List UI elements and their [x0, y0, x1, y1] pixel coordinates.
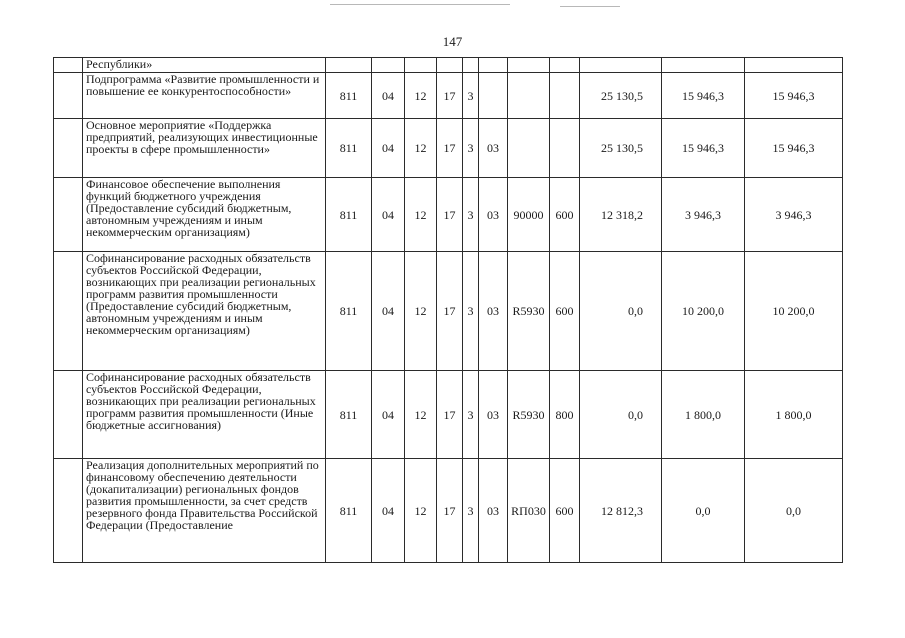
- index-cell: [54, 119, 83, 178]
- amount-cell-1: 25 130,5: [580, 73, 662, 119]
- direction-code-cell: RП030: [508, 459, 550, 563]
- ministry-code-cell: [326, 58, 372, 73]
- subsection-code-cell: 12: [405, 73, 437, 119]
- measure-code-cell: [479, 58, 508, 73]
- amount-cell-2: 3 946,3: [662, 178, 745, 252]
- section-code-cell: 04: [372, 119, 405, 178]
- program-code-cell: 17: [437, 252, 463, 371]
- amount-cell-1: [580, 58, 662, 73]
- budget-table: [53, 57, 843, 563]
- table-row: [54, 73, 843, 119]
- table-row: [54, 178, 843, 252]
- subprogram-code-cell: 3: [463, 73, 479, 119]
- amount-cell-2: 10 200,0: [662, 252, 745, 371]
- ministry-code-cell: 811: [326, 459, 372, 563]
- expense-type-cell: [550, 58, 580, 73]
- amount-cell-3: 15 946,3: [745, 119, 843, 178]
- program-code-cell: 17: [437, 459, 463, 563]
- measure-code-cell: 03: [479, 252, 508, 371]
- subprogram-code-cell: 3: [463, 459, 479, 563]
- expense-type-cell: 800: [550, 371, 580, 459]
- row-name-cell: Реализация дополнительных мероприятий по финансовому обеспечению деятельности (докапитализации) региональных фондов развития промышленности, за счет средств резервного фонда Правительства Российской Федерации (Предоставление: [83, 459, 326, 563]
- direction-code-cell: 90000: [508, 178, 550, 252]
- table-row: [54, 252, 843, 371]
- ministry-code-cell: 811: [326, 73, 372, 119]
- section-code-cell: 04: [372, 73, 405, 119]
- subsection-code-cell: 12: [405, 252, 437, 371]
- amount-cell-1: 12 318,2: [580, 178, 662, 252]
- expense-type-cell: 600: [550, 252, 580, 371]
- row-name-cell: Финансовое обеспечение выполнения функций бюджетного учреждения (Предоставление субсидий бюджетным, автономным учреждениям и иным некоммерческим организациям): [83, 178, 326, 252]
- direction-code-cell: R5930: [508, 371, 550, 459]
- direction-code-cell: [508, 119, 550, 178]
- program-code-cell: 17: [437, 371, 463, 459]
- section-code-cell: 04: [372, 459, 405, 563]
- row-name-cell: Подпрограмма «Развитие промышленности и повышение ее конкурентоспособности»: [83, 73, 326, 119]
- section-code-cell: [372, 58, 405, 73]
- amount-cell-3: 1 800,0: [745, 371, 843, 459]
- measure-code-cell: [479, 73, 508, 119]
- direction-code-cell: [508, 58, 550, 73]
- amount-cell-3: [745, 58, 843, 73]
- subprogram-code-cell: [463, 58, 479, 73]
- index-cell: [54, 178, 83, 252]
- program-code-cell: 17: [437, 178, 463, 252]
- subsection-code-cell: 12: [405, 371, 437, 459]
- measure-code-cell: 03: [479, 459, 508, 563]
- measure-code-cell: 03: [479, 119, 508, 178]
- amount-cell-2: 15 946,3: [662, 119, 745, 178]
- ministry-code-cell: 811: [326, 119, 372, 178]
- expense-type-cell: [550, 119, 580, 178]
- expense-type-cell: 600: [550, 459, 580, 563]
- amount-cell-1: 0,0: [580, 371, 662, 459]
- subprogram-code-cell: 3: [463, 178, 479, 252]
- direction-code-cell: [508, 73, 550, 119]
- program-code-cell: 17: [437, 119, 463, 178]
- ministry-code-cell: 811: [326, 178, 372, 252]
- row-name-cell: Республики»: [83, 58, 326, 73]
- row-name-cell: Софинансирование расходных обязательств субъектов Российской Федерации, возникающих при реализации региональных программ развития промышленности (Предоставление субсидий бюджетным, автономным учреждениям и иным некоммерческим организациям): [83, 252, 326, 371]
- measure-code-cell: 03: [479, 371, 508, 459]
- amount-cell-3: 3 946,3: [745, 178, 843, 252]
- expense-type-cell: [550, 73, 580, 119]
- row-name-cell: Софинансирование расходных обязательств субъектов Российской Федерации, возникающих при реализации региональных программ развития промышленности (Иные бюджетные ассигнования): [83, 371, 326, 459]
- index-cell: [54, 252, 83, 371]
- table-row: [54, 371, 843, 459]
- program-code-cell: 17: [437, 73, 463, 119]
- table-row: [54, 459, 843, 563]
- table-row: [54, 58, 843, 73]
- amount-cell-3: 10 200,0: [745, 252, 843, 371]
- amount-cell-1: 0,0: [580, 252, 662, 371]
- amount-cell-3: 0,0: [745, 459, 843, 563]
- ministry-code-cell: 811: [326, 252, 372, 371]
- amount-cell-3: 15 946,3: [745, 73, 843, 119]
- subsection-code-cell: 12: [405, 459, 437, 563]
- subsection-code-cell: 12: [405, 119, 437, 178]
- page-number: 147: [442, 34, 463, 49]
- amount-cell-1: 25 130,5: [580, 119, 662, 178]
- measure-code-cell: 03: [479, 178, 508, 252]
- subsection-code-cell: 12: [405, 178, 437, 252]
- subprogram-code-cell: 3: [463, 119, 479, 178]
- amount-cell-1: 12 812,3: [580, 459, 662, 563]
- index-cell: [54, 73, 83, 119]
- direction-code-cell: R5930: [508, 252, 550, 371]
- section-code-cell: 04: [372, 371, 405, 459]
- ministry-code-cell: 811: [326, 371, 372, 459]
- subprogram-code-cell: 3: [463, 371, 479, 459]
- amount-cell-2: 1 800,0: [662, 371, 745, 459]
- subsection-code-cell: [405, 58, 437, 73]
- amount-cell-2: 0,0: [662, 459, 745, 563]
- table-row: [54, 119, 843, 178]
- scan-artifact-line: [330, 4, 510, 5]
- section-code-cell: 04: [372, 178, 405, 252]
- scan-artifact-line: [560, 6, 620, 7]
- expense-type-cell: 600: [550, 178, 580, 252]
- section-code-cell: 04: [372, 252, 405, 371]
- index-cell: [54, 371, 83, 459]
- index-cell: [54, 459, 83, 563]
- row-name-cell: Основное мероприятие «Поддержка предприятий, реализующих инвестиционные проекты в сфере промышленности»: [83, 119, 326, 178]
- subprogram-code-cell: 3: [463, 252, 479, 371]
- amount-cell-2: 15 946,3: [662, 73, 745, 119]
- program-code-cell: [437, 58, 463, 73]
- amount-cell-2: [662, 58, 745, 73]
- index-cell: [54, 58, 83, 73]
